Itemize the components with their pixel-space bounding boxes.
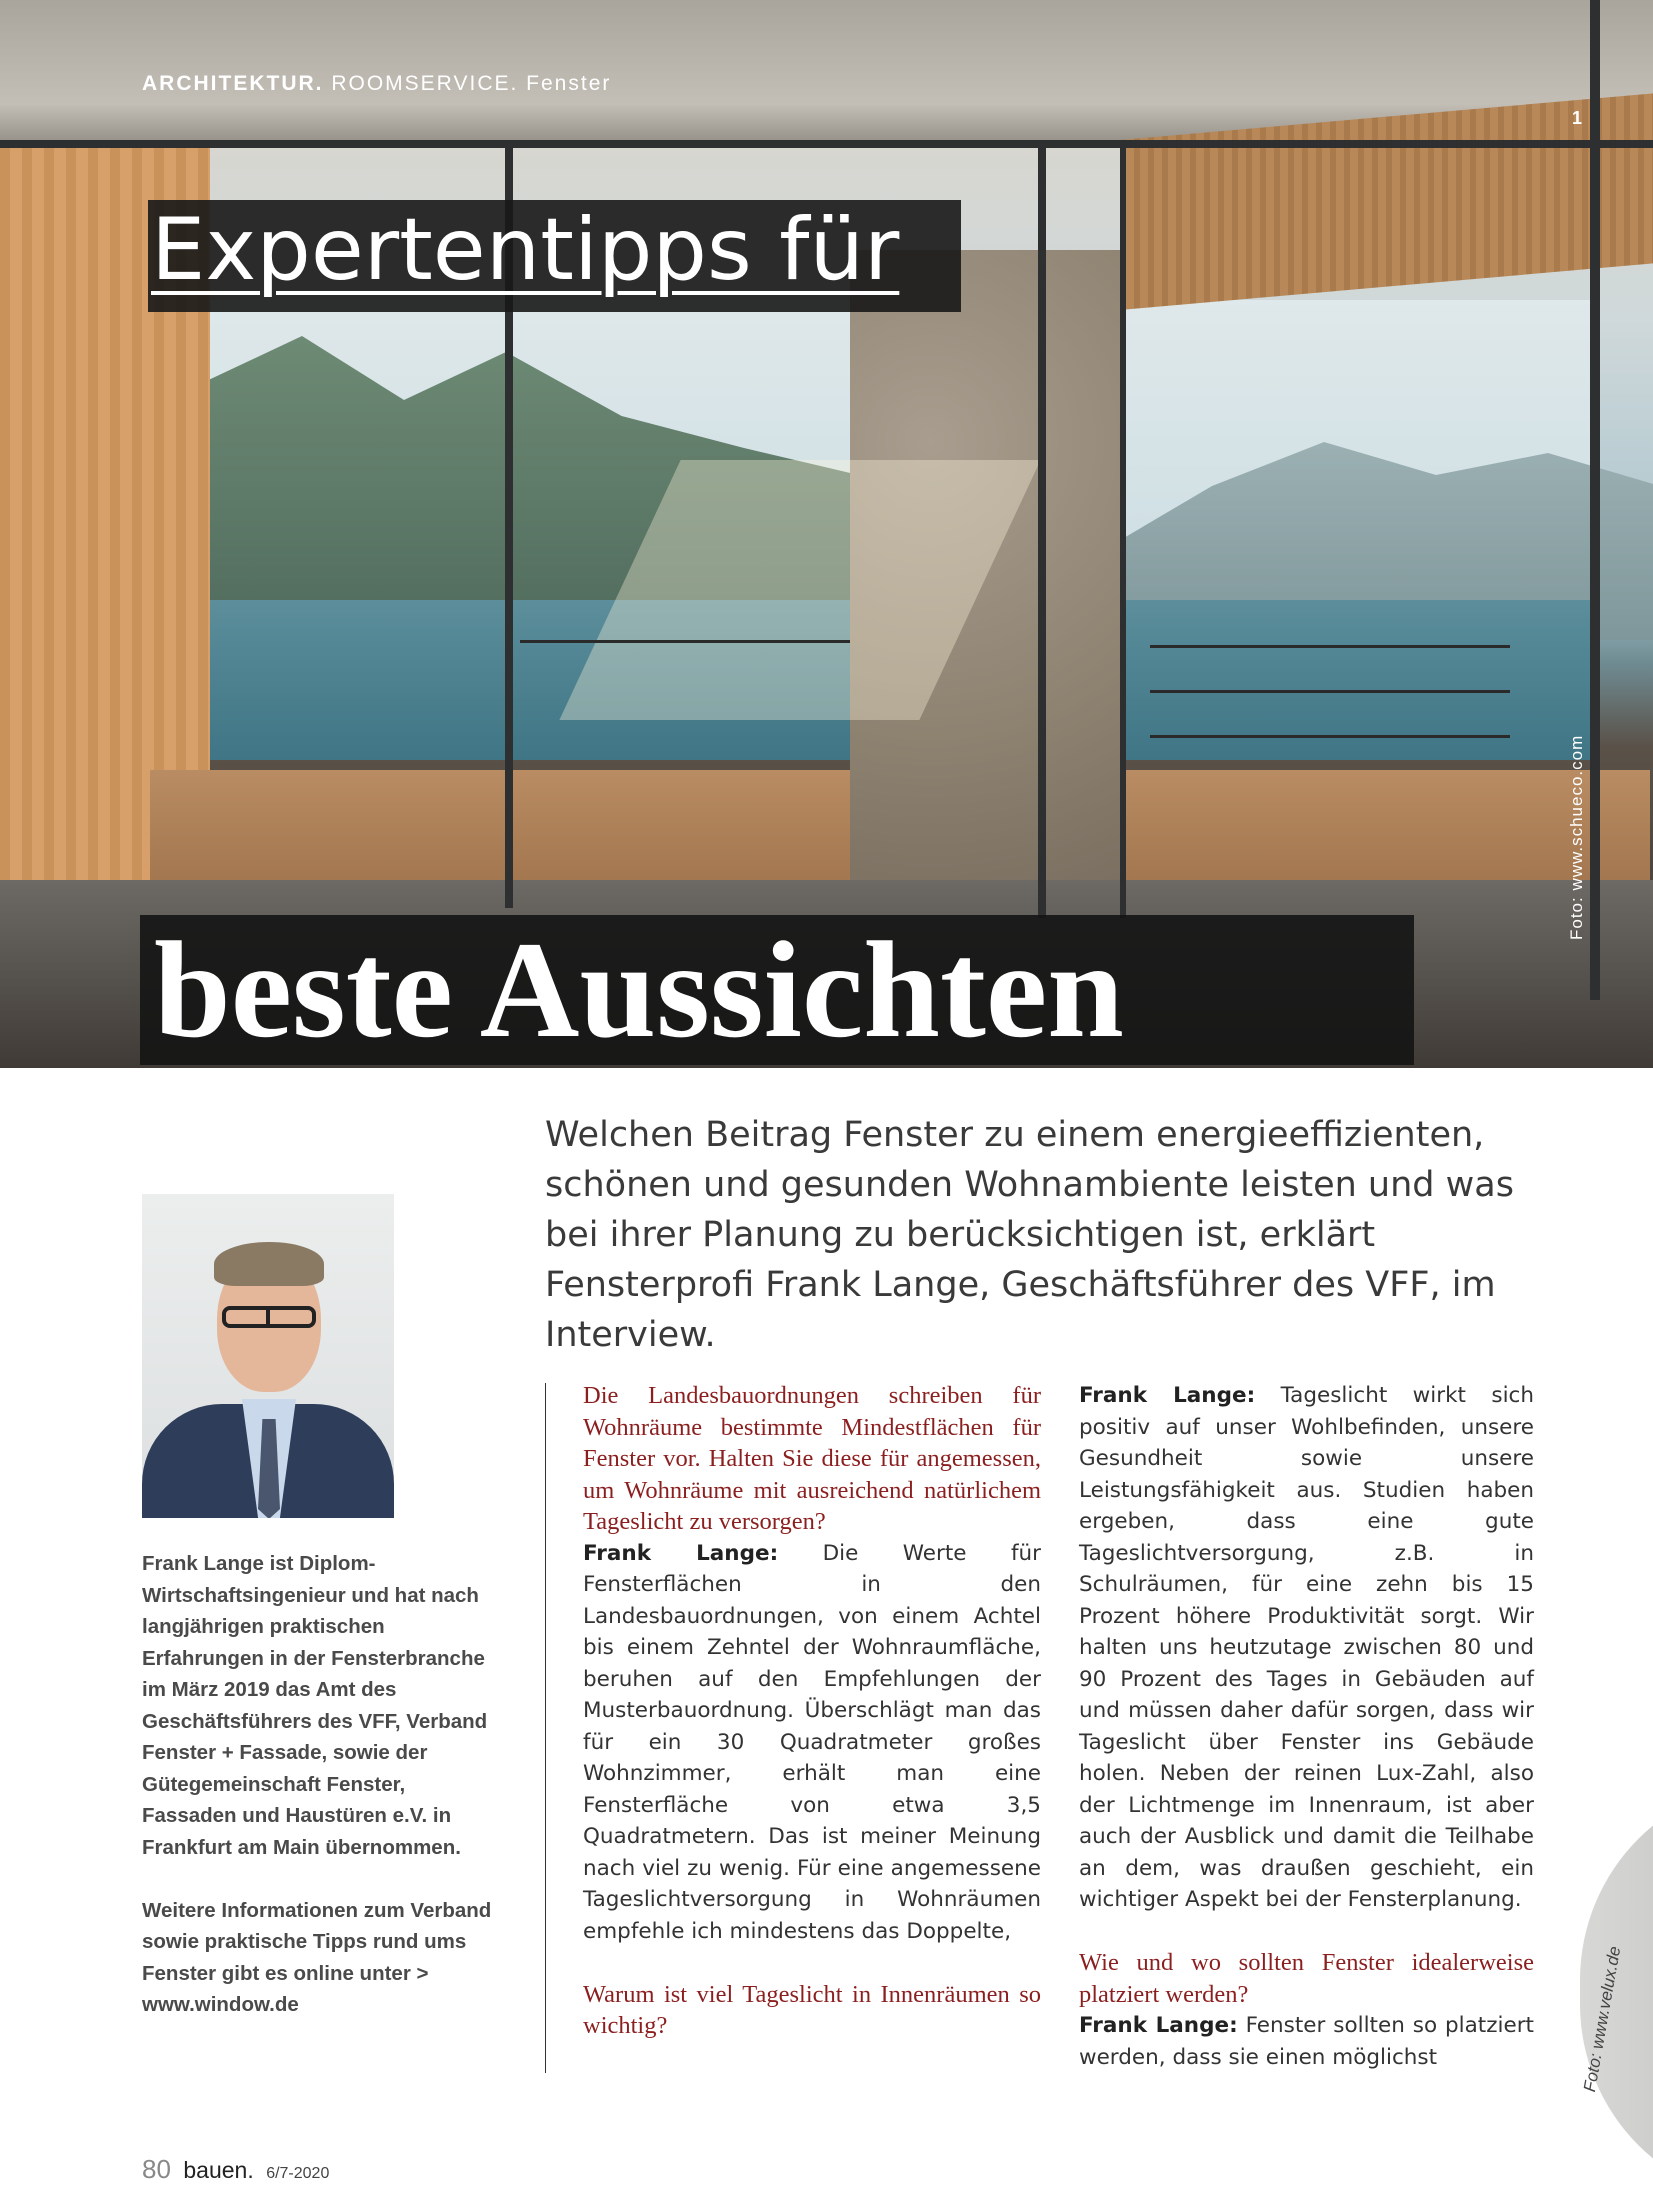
info-text: Weitere Informationen zum Verband sowie praktische Tipps rund ums Fenster gibt es online unter > www.window.de — [142, 1898, 492, 2016]
window-frame — [1590, 0, 1600, 1000]
answer-2 — [1079, 1380, 1534, 1916]
speaker-name: Frank Lange: — [1079, 1383, 1256, 1408]
photo-credit-hero: Foto: www.schueco.com — [1567, 734, 1586, 940]
window-frame — [1120, 148, 1126, 918]
speaker-name: Frank Lange: — [583, 1540, 779, 1566]
column-rule — [545, 1383, 546, 2073]
answer-3 — [1079, 2010, 1534, 2073]
issue-number: 6/7-2020 — [266, 2165, 330, 2182]
speaker-name: Frank Lange: — [1079, 2013, 1238, 2038]
intro-text: Welchen Beitrag Fenster zu einem energieeffizienten, schönen und gesunden Wohnambiente leisten und was bei ihrer Planung zu berücksichtigen ist, erklärt Fensterprofi Frank Lange, Geschäftsführer des VFF, im Interview. — [545, 1115, 1514, 1355]
headline-line-1-text: Expertentipps für — [151, 200, 900, 300]
hair — [214, 1242, 324, 1286]
image-marker: 1 — [1572, 108, 1583, 128]
page-number: 80 — [142, 2154, 171, 2184]
question-2: Warum ist viel Tageslicht in Innenräumen so wichtig? — [583, 1980, 1041, 2039]
section-rubric — [142, 72, 611, 96]
balcony-rail — [1150, 735, 1510, 738]
article-column-1 — [583, 1380, 1041, 2042]
photo-credit-corner: Foto: www.velux.de — [1580, 1944, 1625, 2094]
question-3: Wie und wo sollten Fenster idealerweise platziert werden? — [1079, 1949, 1534, 2008]
window-frame — [1038, 148, 1046, 918]
rubric-fenster: Fenster — [526, 72, 612, 95]
headline-line-1 — [148, 200, 961, 312]
bio-text: Frank Lange ist Diplom-Wirtschaftsingenieur und hat nach langjährigen praktischen Erfahrungen in der Fensterbranche im März 2019 das Amt des Geschäftsführers des VFF, Verband Fenster + Fassade, sowie der Gütegemeinschaft Fenster, Fassaden und Haustüren e.V. in Frankfurt am Main übernommen. — [142, 1552, 488, 1859]
answer-1-text: Die Werte für Fensterflächen in den Landesbauordnungen, von einem Achtel bis einem Zehntel der Wohnraumfläche, beruhen auf den Empfehlungen der Musterbauordnung. Überschlägt man das für ein 30 Quadratmeter großes Wohnzimmer, erhält man eine Fensterfläche von etwa 3,5 Quadratmetern. Das ist meiner Meinung nach viel zu wenig. Für eine angemessene Tageslichtversorgung in Wohnräumen empfehle ich mindestens das Doppelte, — [583, 1540, 1041, 1944]
rubric-architektur: ARCHITEKTUR. — [142, 72, 324, 95]
answer-2-text: Tageslicht wirkt sich positiv auf unser Wohlbefinden, unsere Gesundheit sowie unsere Leistungsfähigkeit aus. Studien haben ergeben, dass eine gute Tageslichtversorgung, z.B. in Schulräumen, für eine zehn bis 15 Prozent höhere Produktivität sorgt. Wir halten uns heutzutage zwischen 80 und 90 Prozent des Tages in Gebäuden auf und müssen daher dafür sorgen, dass wir Tageslicht über Fenster ins Gebäude holen. Neben der reinen Lux-Zahl, also der Lichtmenge im Innenraum, ist aber auch der Ausblick und damit die Teilhabe an dem, was draußen geschieht, ein wichtiger Aspekt bei der Fensterplanung. — [1079, 1383, 1534, 1912]
glasses-icon — [222, 1306, 316, 1328]
balcony-rail — [520, 640, 850, 643]
headline-line-2: beste Aussichten — [140, 915, 1414, 1065]
balcony-rail — [1150, 690, 1510, 693]
portrait-caption — [142, 1548, 502, 2052]
magazine-name: bauen. — [183, 2157, 254, 2183]
article-column-2 — [1079, 1380, 1534, 2073]
answer-3-text: Fenster sollten so platziert werden, dass sie einen möglichst — [1079, 2013, 1534, 2070]
portrait-photo — [142, 1194, 394, 1518]
answer-1 — [583, 1538, 1041, 1948]
balcony-rail — [1150, 645, 1510, 648]
rubric-roomservice: ROOMSERVICE. — [331, 72, 519, 95]
hero-photo — [0, 0, 1653, 1068]
page-footer — [142, 2154, 329, 2185]
question-1: Die Landesbauordnungen schreiben für Wohnräume bestimmte Mindestflächen für Fenster vor. Halten Sie diese für angemessen, um Wohnräume mit ausreichend natürlichem Tageslicht zu versorgen? — [583, 1382, 1041, 1535]
window-frame — [0, 140, 1653, 148]
